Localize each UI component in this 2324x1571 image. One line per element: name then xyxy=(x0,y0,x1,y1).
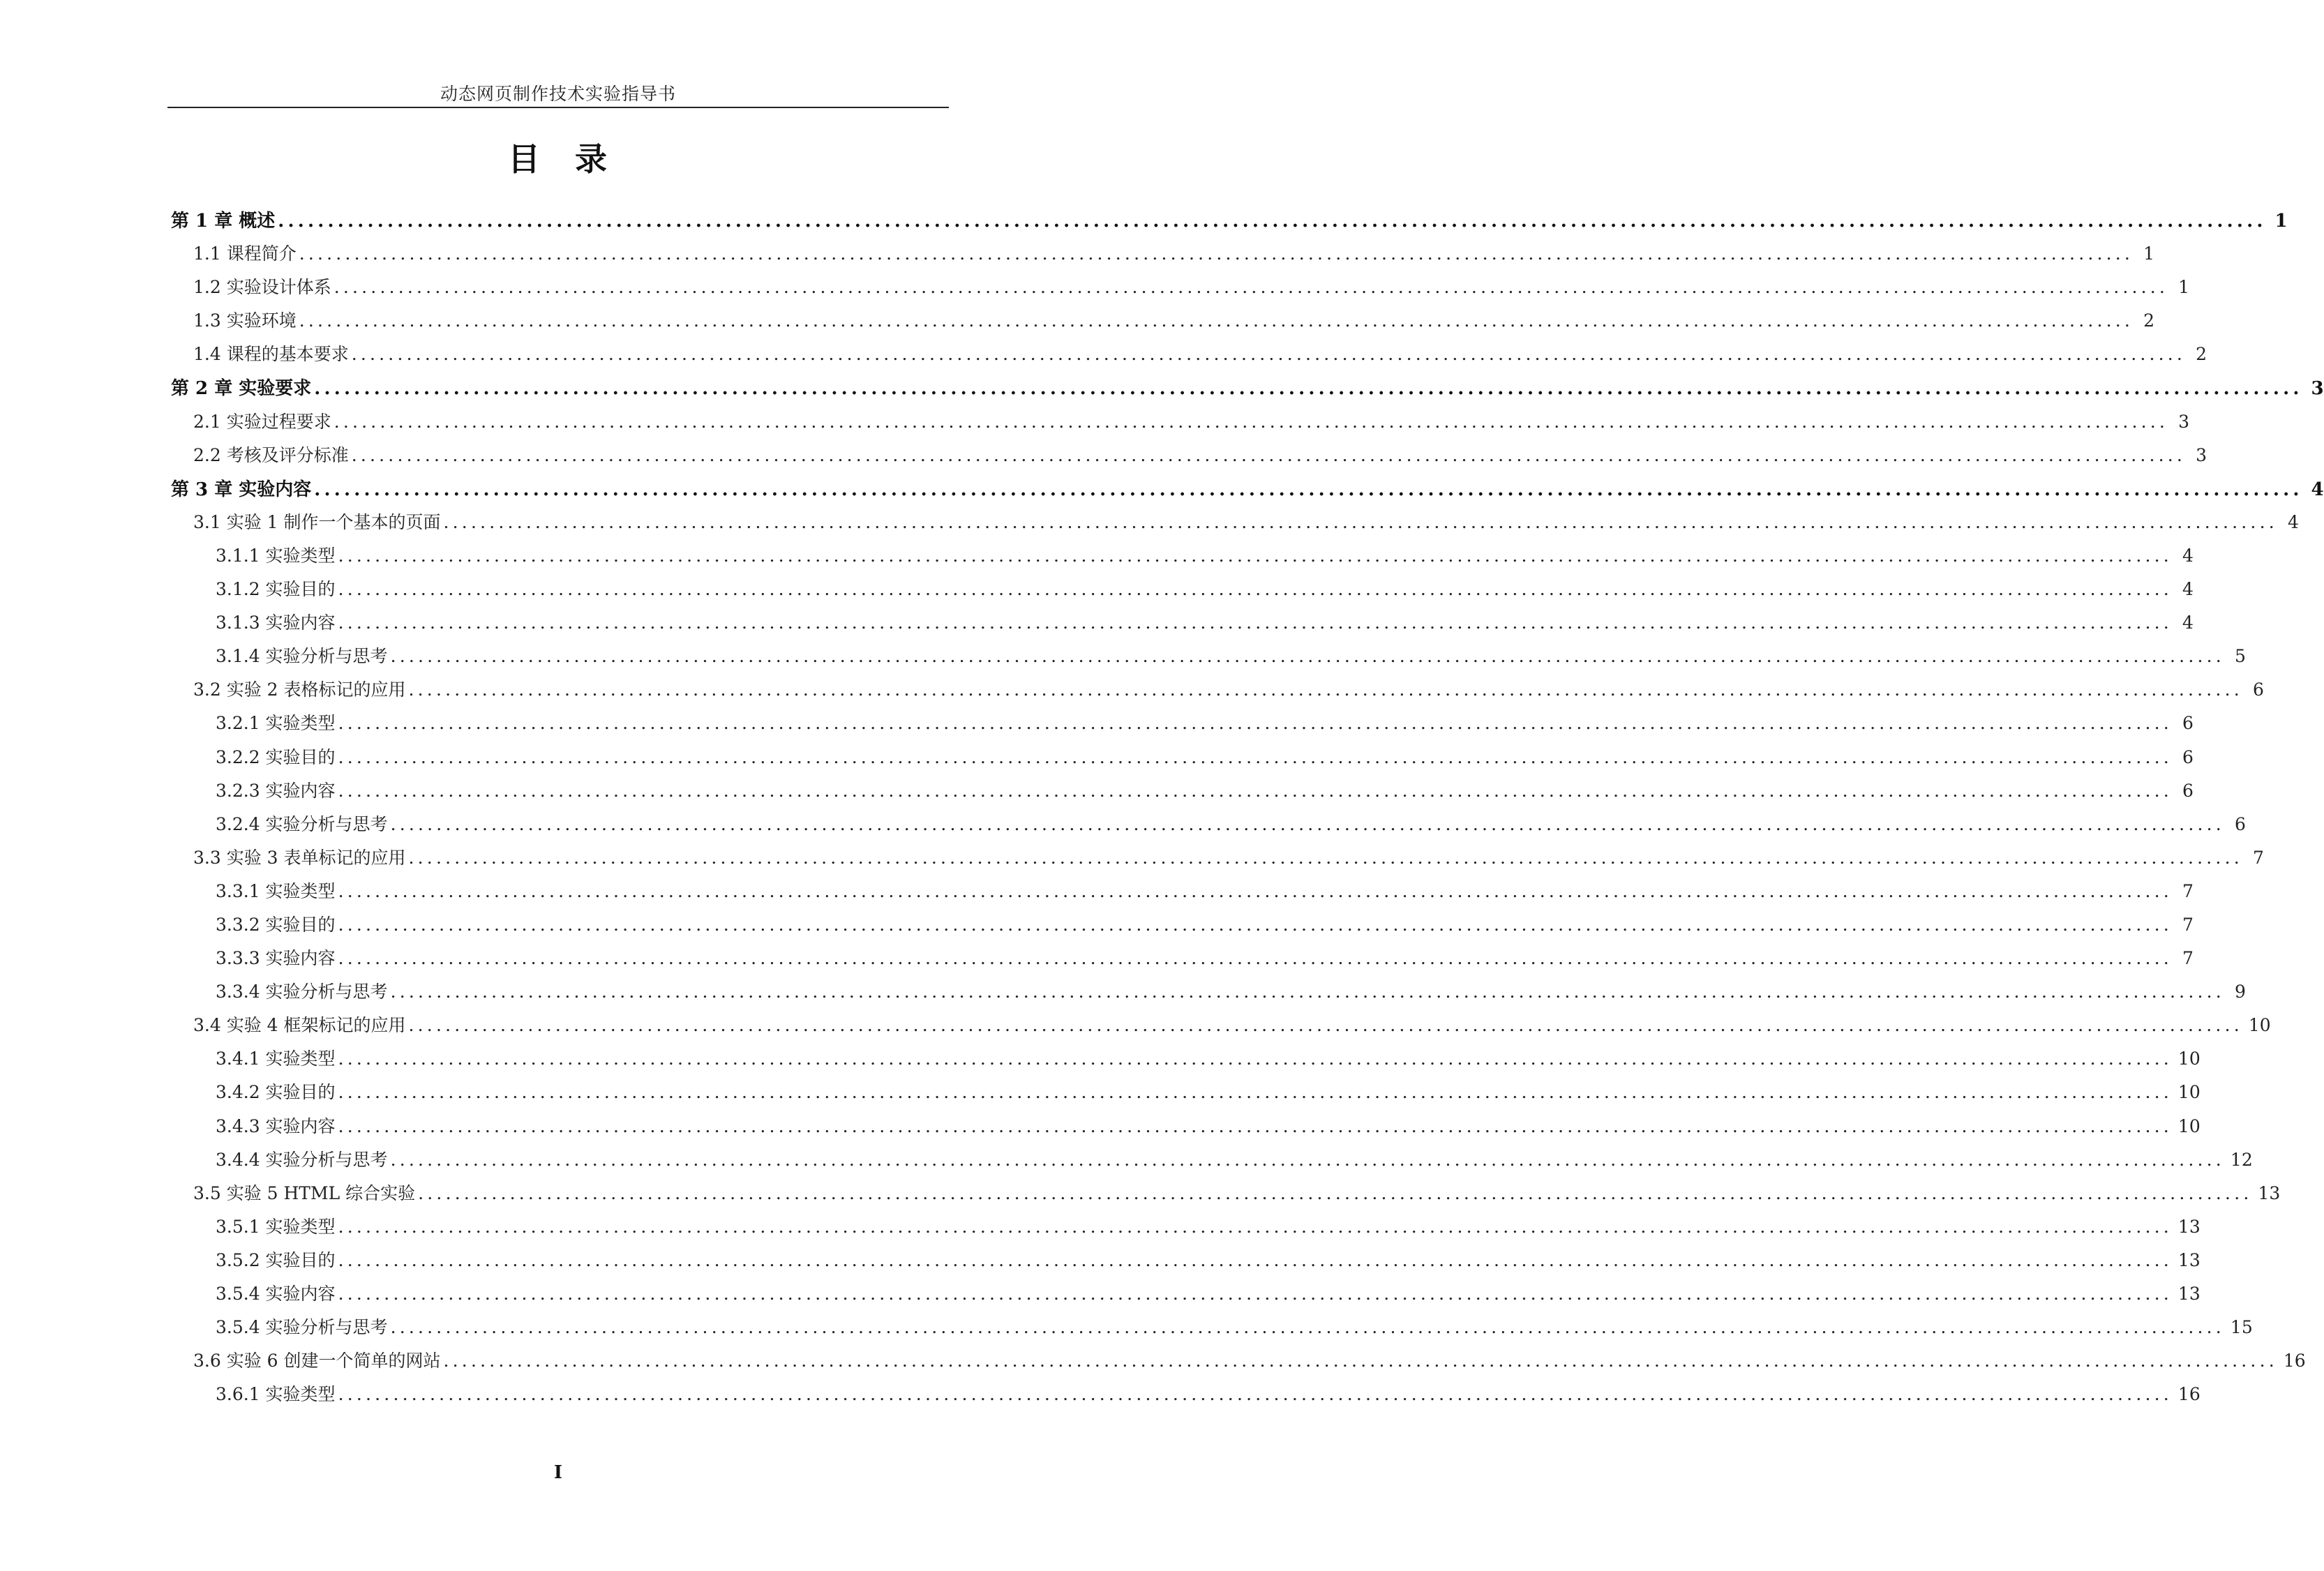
toc-dot-leader: ........................................................................................................................................................................................................ xyxy=(351,344,2187,365)
toc-dot-leader: ........................................................................................................................................................................................................ xyxy=(338,1284,2173,1304)
toc-entry[interactable] xyxy=(171,1280,2201,1314)
toc-dot-leader: ........................................................................................................................................................................................................ xyxy=(338,1082,2173,1103)
toc-dot-leader: ........................................................................................................................................................................................................ xyxy=(390,1149,2225,1170)
toc-entry-page: 1 xyxy=(2143,243,2155,264)
toc-entry-page: 6 xyxy=(2182,713,2194,734)
toc-entry[interactable] xyxy=(171,576,2194,609)
toc-entry[interactable] xyxy=(171,273,2190,307)
toc-entry-page: 6 xyxy=(2182,746,2194,767)
toc-entry-label: 3.3 实验 3 表单标记的应用 xyxy=(193,847,406,868)
toc-entry[interactable] xyxy=(171,442,2207,475)
toc-entry-label: 3.1.4 实验分析与思考 xyxy=(216,646,388,667)
toc-entry-label: 3.5 实验 5 HTML 综合实验 xyxy=(193,1182,416,1203)
toc-entry[interactable] xyxy=(171,1113,2201,1146)
toc-entry-page: 9 xyxy=(2235,982,2246,1002)
toc-entry-label: 3.1.3 实验内容 xyxy=(216,612,336,633)
toc-entry[interactable] xyxy=(171,609,2194,642)
toc-entry-label: 1.4 课程的基本要求 xyxy=(193,344,349,365)
toc-entry-label: 3.1 实验 1 制作一个基本的页面 xyxy=(193,511,441,532)
toc-entry-label: 3.4.2 实验目的 xyxy=(216,1082,336,1103)
toc-entry[interactable] xyxy=(171,1012,2271,1045)
toc-entry-label: 3.5.4 实验内容 xyxy=(216,1284,336,1304)
toc-dot-leader: ........................................................................................................................................................................................................ xyxy=(408,847,2243,868)
toc-dot-leader: ........................................................................................................................................................................................................ xyxy=(338,1384,2173,1405)
toc-entry-label: 3.4 实验 4 框架标记的应用 xyxy=(193,1015,406,1036)
toc-entry-page: 4 xyxy=(2182,579,2194,600)
toc-dot-leader: ........................................................................................................................................................................................................ xyxy=(338,914,2173,935)
toc-entry-page: 1 xyxy=(2274,211,2288,232)
toc-entry-page: 6 xyxy=(2182,780,2194,801)
toc-dot-leader: ........................................................................................................................................................................................................ xyxy=(338,880,2173,901)
toc-entry-page: 4 xyxy=(2182,545,2194,566)
toc-entry-page: 10 xyxy=(2177,1048,2201,1069)
toc-entry[interactable] xyxy=(171,978,2246,1012)
table-of-contents xyxy=(171,206,2324,1414)
toc-dot-leader: ........................................................................................................................................................................................................ xyxy=(314,479,2303,500)
toc-entry-label: 1.1 课程简介 xyxy=(193,243,297,264)
toc-entry[interactable] xyxy=(171,1180,2281,1213)
toc-dot-leader: ........................................................................................................................................................................................................ xyxy=(390,982,2225,1002)
toc-entry[interactable] xyxy=(171,1213,2201,1247)
toc-entry-label: 3.5.1 实验类型 xyxy=(216,1216,336,1237)
toc-dot-leader: ........................................................................................................................................................................................................ xyxy=(338,1048,2173,1069)
toc-entry-label: 2.1 实验过程要求 xyxy=(193,411,331,432)
toc-entry-label: 3.2.3 实验内容 xyxy=(216,780,336,801)
toc-dot-leader: ........................................................................................................................................................................................................ xyxy=(338,545,2173,566)
toc-entry-page: 7 xyxy=(2182,914,2194,935)
toc-entry-label: 3.2.4 实验分析与思考 xyxy=(216,813,388,834)
toc-dot-leader: ........................................................................................................................................................................................................ xyxy=(418,1182,2253,1203)
toc-entry-label: 1.3 实验环境 xyxy=(193,310,297,331)
toc-entry[interactable] xyxy=(171,542,2194,576)
toc-dot-leader: ........................................................................................................................................................................................................ xyxy=(299,243,2134,264)
toc-entry[interactable] xyxy=(171,642,2246,676)
toc-entry[interactable] xyxy=(171,1078,2201,1112)
toc-entry-page: 12 xyxy=(2230,1149,2253,1170)
toc-entry-label: 3.4.1 实验类型 xyxy=(216,1048,336,1069)
toc-entry-page: 13 xyxy=(2258,1182,2281,1203)
toc-entry-page: 7 xyxy=(2252,847,2264,868)
toc-entry-label: 3.1.1 实验类型 xyxy=(216,545,336,566)
running-header: 动态网页制作技术实验指导书 xyxy=(440,84,676,104)
toc-entry-label: 3.5.4 实验分析与思考 xyxy=(216,1317,388,1338)
toc-entry-label: 3.2.1 实验类型 xyxy=(216,713,336,734)
toc-dot-leader: ........................................................................................................................................................................................................ xyxy=(443,511,2278,532)
toc-entry-page: 3 xyxy=(2196,444,2207,465)
toc-entry-label: 3.2.2 实验目的 xyxy=(216,746,336,767)
toc-entry-page: 3 xyxy=(2311,378,2324,400)
toc-dot-leader: ........................................................................................................................................................................................................ xyxy=(338,612,2173,633)
toc-dot-leader: ........................................................................................................................................................................................................ xyxy=(338,948,2173,969)
toc-entry[interactable] xyxy=(171,374,2324,407)
toc-dot-leader: ........................................................................................................................................................................................................ xyxy=(351,444,2187,465)
toc-entry-page: 15 xyxy=(2230,1317,2253,1338)
toc-dot-leader: ........................................................................................................................................................................................................ xyxy=(338,1216,2173,1237)
toc-entry-label: 第 3 章 实验内容 xyxy=(171,479,312,500)
toc-entry[interactable] xyxy=(171,340,2207,374)
toc-entry-page: 13 xyxy=(2177,1284,2201,1304)
toc-entry-label: 2.2 考核及评分标准 xyxy=(193,444,349,465)
toc-entry[interactable] xyxy=(171,676,2264,709)
toc-dot-leader: ........................................................................................................................................................................................................ xyxy=(338,746,2173,767)
toc-entry[interactable] xyxy=(171,1247,2201,1280)
page-number: I xyxy=(553,1462,563,1483)
toc-entry-label: 3.3.4 实验分析与思考 xyxy=(216,982,388,1002)
toc-dot-leader: ........................................................................................................................................................................................................ xyxy=(338,579,2173,600)
toc-entry-page: 10 xyxy=(2248,1015,2271,1036)
toc-dot-leader: ........................................................................................................................................................................................................ xyxy=(333,277,2169,298)
toc-entry[interactable] xyxy=(171,475,2324,509)
toc-entry[interactable] xyxy=(171,844,2264,878)
toc-entry-label: 第 2 章 实验要求 xyxy=(171,378,312,400)
toc-dot-leader: ........................................................................................................................................................................................................ xyxy=(443,1351,2278,1371)
toc-dot-leader: ........................................................................................................................................................................................................ xyxy=(408,679,2243,700)
toc-dot-leader: ........................................................................................................................................................................................................ xyxy=(299,310,2134,331)
toc-entry-page: 2 xyxy=(2196,344,2207,365)
toc-entry-label: 3.2 实验 2 表格标记的应用 xyxy=(193,679,406,700)
toc-entry[interactable] xyxy=(171,408,2190,442)
toc-entry-label: 3.3.3 实验内容 xyxy=(216,948,336,969)
toc-entry-page: 13 xyxy=(2177,1216,2201,1237)
toc-entry[interactable] xyxy=(171,945,2194,978)
toc-dot-leader: ........................................................................................................................................................................................................ xyxy=(333,411,2169,432)
toc-entry-page: 13 xyxy=(2177,1249,2201,1270)
toc-entry[interactable] xyxy=(171,777,2194,811)
toc-entry-label: 1.2 实验设计体系 xyxy=(193,277,331,298)
toc-entry[interactable] xyxy=(171,206,2288,240)
toc-entry-label: 3.6.1 实验类型 xyxy=(216,1384,336,1405)
toc-entry-label: 3.4.4 实验分析与思考 xyxy=(216,1149,388,1170)
toc-entry-page: 7 xyxy=(2182,948,2194,969)
toc-entry-page: 1 xyxy=(2178,277,2190,298)
toc-entry-page: 6 xyxy=(2235,813,2246,834)
toc-dot-leader: ........................................................................................................................................................................................................ xyxy=(390,646,2225,667)
toc-entry[interactable] xyxy=(171,509,2299,542)
toc-entry-page: 4 xyxy=(2182,612,2194,633)
toc-dot-leader: ........................................................................................................................................................................................................ xyxy=(278,211,2267,232)
toc-entry-page: 7 xyxy=(2182,880,2194,901)
toc-entry-page: 16 xyxy=(2283,1351,2306,1371)
toc-entry-label: 3.4.3 实验内容 xyxy=(216,1115,336,1136)
header-rule xyxy=(167,107,949,108)
toc-entry[interactable] xyxy=(171,240,2155,273)
toc-dot-leader: ........................................................................................................................................................................................................ xyxy=(338,1249,2173,1270)
toc-entry-page: 4 xyxy=(2287,511,2299,532)
toc-entry[interactable] xyxy=(171,878,2194,911)
toc-dot-leader: ........................................................................................................................................................................................................ xyxy=(408,1015,2243,1036)
toc-entry-page: 10 xyxy=(2177,1115,2201,1136)
toc-entry-label: 3.3.2 实验目的 xyxy=(216,914,336,935)
toc-dot-leader: ........................................................................................................................................................................................................ xyxy=(390,813,2225,834)
toc-entry[interactable] xyxy=(171,307,2155,340)
toc-entry-page: 16 xyxy=(2177,1384,2201,1405)
toc-entry[interactable] xyxy=(171,811,2246,844)
toc-entry-label: 3.3.1 实验类型 xyxy=(216,880,336,901)
toc-dot-leader: ........................................................................................................................................................................................................ xyxy=(338,1115,2173,1136)
toc-entry[interactable] xyxy=(171,1045,2201,1078)
toc-entry-label: 3.1.2 实验目的 xyxy=(216,579,336,600)
toc-entry[interactable] xyxy=(171,1381,2201,1414)
toc-entry[interactable] xyxy=(171,911,2194,945)
toc-entry-page: 10 xyxy=(2177,1082,2201,1103)
toc-entry[interactable] xyxy=(171,1314,2253,1347)
toc-entry-page: 3 xyxy=(2178,411,2190,432)
toc-entry[interactable] xyxy=(171,744,2194,777)
toc-entry[interactable] xyxy=(171,1146,2253,1180)
toc-entry-page: 5 xyxy=(2235,646,2246,667)
toc-dot-leader: ........................................................................................................................................................................................................ xyxy=(338,780,2173,801)
toc-entry[interactable] xyxy=(171,709,2194,743)
toc-entry-page: 6 xyxy=(2252,679,2264,700)
toc-dot-leader: ........................................................................................................................................................................................................ xyxy=(314,378,2303,400)
toc-entry-page: 2 xyxy=(2143,310,2155,331)
toc-title: 目 录 xyxy=(508,140,608,178)
toc-entry-label: 3.5.2 实验目的 xyxy=(216,1249,336,1270)
toc-entry[interactable] xyxy=(171,1347,2306,1381)
toc-entry-label: 3.6 实验 6 创建一个简单的网站 xyxy=(193,1351,441,1371)
toc-dot-leader: ........................................................................................................................................................................................................ xyxy=(338,713,2173,734)
toc-entry-label: 第 1 章 概述 xyxy=(171,211,276,232)
toc-entry-page: 4 xyxy=(2311,479,2324,500)
toc-dot-leader: ........................................................................................................................................................................................................ xyxy=(390,1317,2225,1338)
